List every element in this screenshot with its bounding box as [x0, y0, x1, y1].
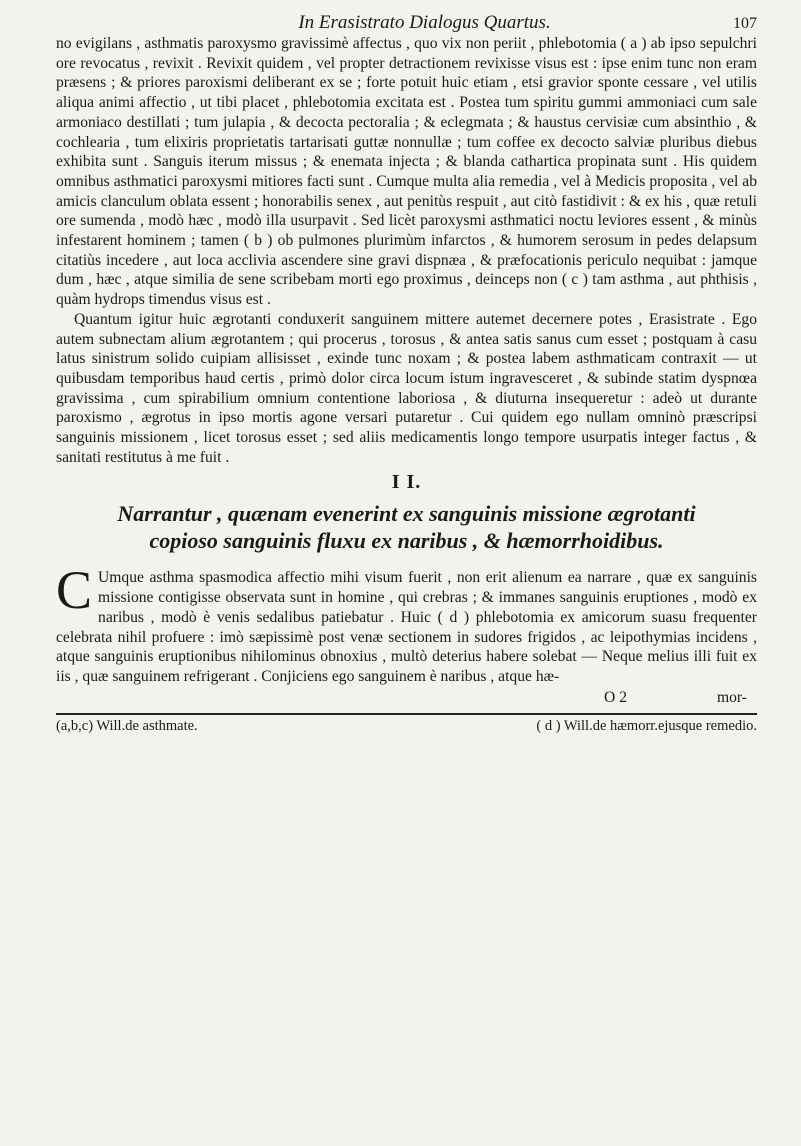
- heading-line-1: Narrantur , quænam evenerint ex sanguinis missione ægrotanti: [117, 501, 696, 527]
- running-title: In Erasistrato Dialogus Quartus.: [298, 12, 551, 33]
- paragraph-3: [56, 560, 757, 686]
- footnotes: [56, 718, 757, 735]
- signature-mark: O 2: [604, 688, 627, 706]
- footnote-right: ( d ) Will.de hæmorr.ejusque remedio.: [536, 717, 757, 734]
- paragraph-1: no evigilans , asthmatis paroxysmo gravissimè affectus , quo vix non periit , phlebotomia ( a ) ab ipso sepulchri ore revocatus , revixit . Revixit quidem , vel propter detractionem revixisse visus est : ipse enim tunc non eram præsens ; & priores paroxismi deliberant ex se ; forte potuit huic etiam , etsi gravior sponte cessare , vel utilis aliqua animi affectio , ut tibi placet , phlebotomia excitata est . Postea tum spiritu gummi ammoniaci cum sale armoniaco destillati ; tum julapia , & decocta pectoralia ; & eclegmata ; & haustus cervisiæ cum absinthio , & cochlearia , tum elixiris proprietatis tartarisati guttæ nonnullæ ; tum coffee ex decocto salviæ pluribus diebus exhibita sunt . Sanguis iterum missus ; & enemata injecta ; & blanda cathartica propinata sunt . His quidem omnibus asthmatici paroxysmi mitiores facti sunt . Cumque multa alia remedia , vel à Medicis proposita , vel ab amicis clanculum oblata essent ; honorabilis senex , aut penitùs respuit , aut citò fastidivit : & ex his , quæ retuli ore sumenda , modò hæc , modò illa usurpavit . Sed licèt paroxysmi asthmatici noctu leviores essent , & minùs infestarent hominem ; tamen ( b ) ob pulmones plurimùm infarctos , & humorem serosum in pedes delapsum citatiùs incedere , aut loca acclivia ascendere sine gravi dispnæa , & præfocationis periculo nequibat : jamque dum , hæc , atque similia de sene scribebam morti ego proximus , deinceps non ( c ) tam asthma , aut phthisis , quàm hydrops timendus visus est .: [56, 35, 757, 309]
- heading-line-2: copioso sanguinis fluxu ex naribus , & hæmorrhoidibus.: [149, 528, 664, 554]
- section-heading: [56, 500, 757, 554]
- catchline: [56, 689, 757, 707]
- drop-cap: C: [56, 560, 93, 621]
- running-head: [56, 12, 757, 34]
- body-text: [56, 34, 757, 467]
- catchword: mor-: [717, 688, 747, 706]
- footnote-rule: [56, 713, 757, 715]
- paragraph-3-text: Umque asthma spasmodica affectio mihi visum fuerit , non erit alienum ea narrare , quæ ex sanguinis missione contigisse observata sunt in homine , qui crebras ; & immanes sanguinis eruptiones , modò ex naribus , modò è venis sedalibus patiebatur . Huic ( d ) phlebotomia ex amicorum suasu frequenter celebrata nihil profuere : imò sæpissimè post venæ sectionem in sudores frigidos , ac leipothymias incidens , atque sanguinis eruptionibus nihilominus obnoxius , multò deterius habere solebat — Neque melius illi fuit ex iis , quæ sanguinem refrigerant . Conjiciens ego sanguinem è naribus , atque hæ-: [56, 569, 757, 685]
- footnote-left: (a,b,c) Will.de asthmate.: [56, 717, 198, 734]
- paragraph-2: Quantum igitur huic ægrotanti conduxerit sanguinem mittere autemet decernere potes , Erasistrate . Ego autem subnectam alium ægrotantem ; qui procerus , torosus , & antea satis sanus cum esset ; postquam à casu latus sinistrum solido cuipiam allisisset , exinde tunc noxam ; & postea labem asthmaticam contraxit — ut quibusdam temporibus haud certis , primò dolor circa locum istum ingravesceret , & subinde statim dyspnœa gravissima , cum spirabilium omnium contentione laboriosa , & diuturna insequeretur : adeò ut durante paroxismo , ægrotus in ipso mortis agone versari putaretur . Cui quidem ego nullam omninò præscripsi sanguinis missionem , licet torosus esset ; sed aliis medicamentis longo tempore usurpatis integer factus , & sanitati restitutus à me fuit .: [56, 310, 757, 466]
- page-number: 107: [733, 15, 757, 32]
- section-number: I I.: [391, 471, 422, 494]
